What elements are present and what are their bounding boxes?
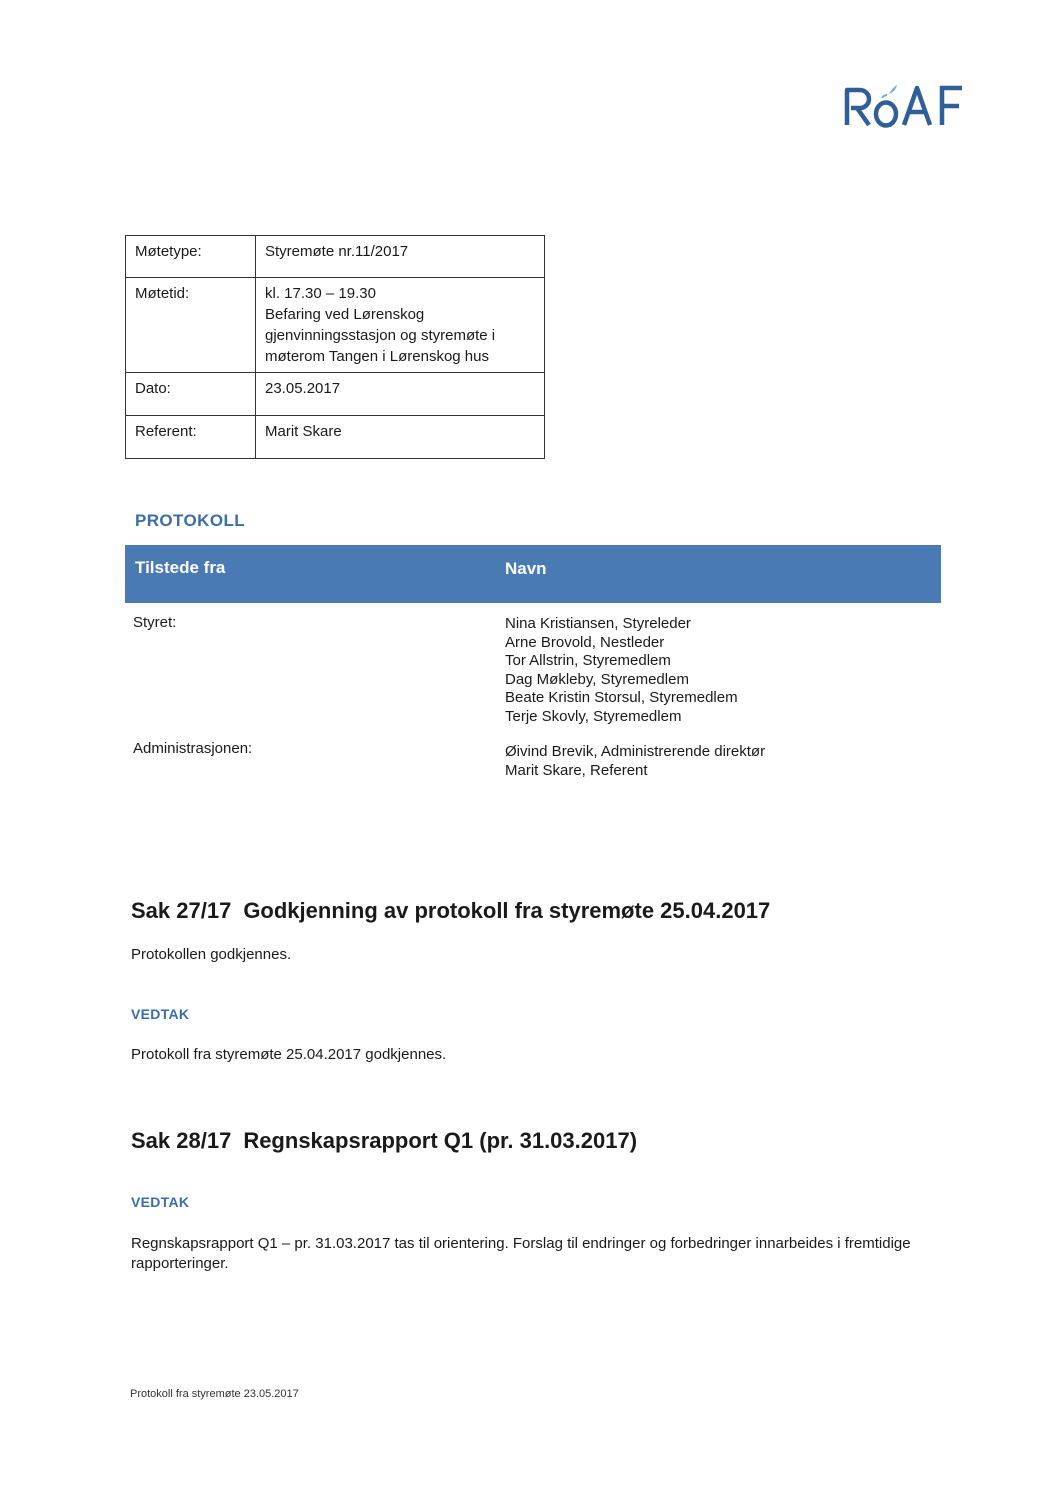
meeting-date-value: 23.05.2017 <box>256 373 545 416</box>
sak-28-heading: Regnskapsrapport Q1 (pr. 31.03.2017) <box>243 1128 638 1153</box>
list-item: Dag Møkleby, Styremedlem <box>505 670 689 688</box>
sak-28-title <box>131 1128 637 1154</box>
meeting-type-label: Møtetype: <box>126 236 256 278</box>
attendance-group-names <box>505 743 765 780</box>
meeting-type-row <box>126 236 545 278</box>
meeting-info-table <box>125 235 545 459</box>
referent-value: Marit Skare <box>256 416 545 459</box>
protokoll-heading: PROTOKOLL <box>135 511 246 530</box>
list-item: Marit Skare, Referent <box>505 761 648 779</box>
sak-27-body: Protokollen godkjennes. <box>131 946 292 963</box>
list-item: Øivind Brevik, Administrerende direktør <box>505 743 766 760</box>
referent-label: Referent: <box>126 416 256 459</box>
sak-28-vedtak-text: Regnskapsrapport Q1 – pr. 31.03.2017 tas til orientering. Forslag til endringer og forbedringer innarbeides i fremtidige rapporteringer. <box>131 1235 911 1272</box>
sak-28-vedtak-label: VEDTAK <box>131 1194 190 1210</box>
meeting-type-value: Styremøte nr.11/2017 <box>256 236 545 278</box>
list-item: Beate Kristin Storsul, Styremedlem <box>505 689 738 707</box>
meeting-date-row <box>126 373 545 416</box>
meeting-date-label: Dato: <box>126 373 256 416</box>
page-footer: Protokoll fra styremøte 23.05.2017 <box>130 1388 299 1400</box>
meeting-time-row <box>126 278 545 373</box>
list-item: Nina Kristiansen, Styreleder <box>505 615 691 632</box>
referent-row <box>126 416 545 459</box>
sak-27-vedtak-text: Protokoll fra styremøte 25.04.2017 godkjennes. <box>131 1046 447 1063</box>
sak-28-number: Sak 28/17 <box>131 1128 232 1153</box>
sak-27-vedtak-label: VEDTAK <box>131 1006 190 1022</box>
roaf-logo <box>842 70 977 130</box>
attendance-group-names <box>505 615 738 727</box>
list-item: Terje Skovly, Styremedlem <box>505 707 682 725</box>
meeting-time-value: kl. 17.30 – 19.30 Befaring ved Lørenskog gjenvinningsstasjon og styremøte i møterom Tangen i Lørenskog hus <box>256 278 545 373</box>
sak-27-title <box>131 898 770 924</box>
sak-27-heading: Godkjenning av protokoll fra styremøte 25.04.2017 <box>243 898 771 923</box>
list-item: Arne Brovold, Nestleder <box>505 633 665 651</box>
meeting-time-label: Møtetid: <box>126 278 256 373</box>
attendance-header-from: Tilstede fra <box>135 558 226 577</box>
attendance-header <box>125 545 941 603</box>
attendance-group-label: Styret: <box>133 614 177 631</box>
attendance-group-label: Administrasjonen: <box>133 740 253 757</box>
attendance-header-name: Navn <box>505 559 547 578</box>
list-item: Tor Allstrin, Styremedlem <box>505 652 671 670</box>
sak-27-number: Sak 27/17 <box>131 898 232 923</box>
